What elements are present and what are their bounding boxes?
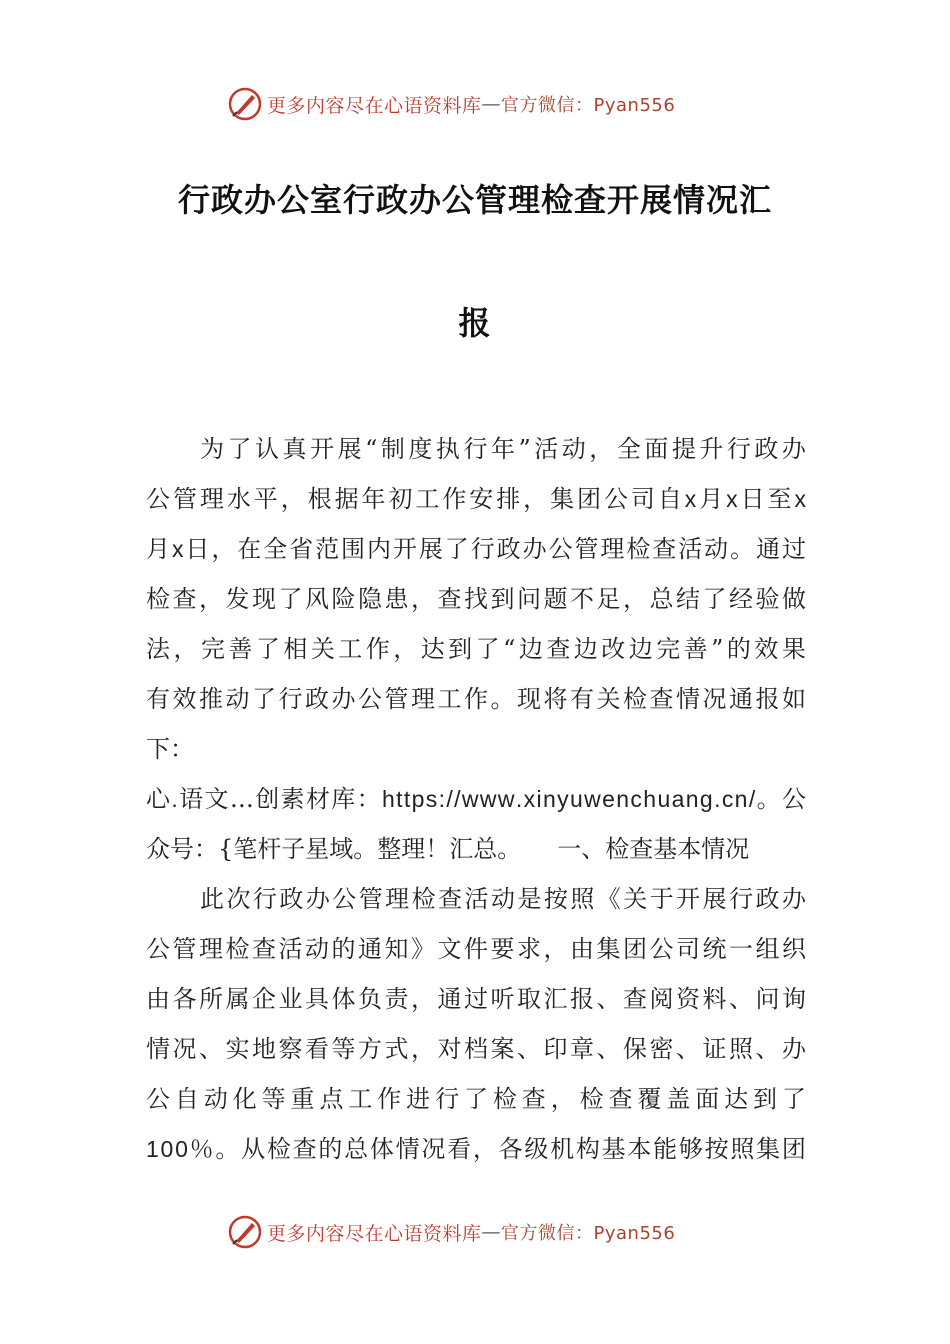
document-body: [146, 424, 806, 1174]
footer-banner: [0, 1210, 950, 1254]
text-line: [146, 824, 806, 874]
banner-text: 更多内容尽在心语资料库: [267, 94, 482, 117]
text-line: 1 0 0 ％ 。 从 检 查 的 总 体 情 况 看 ， 各 级 机 构 基 本 能 够 按 照 集 团: [146, 1135, 806, 1163]
text-line: 心 . 语 文 … 创 素 材 库 ： h t t p s : / / w w w . x i n y u w e n c h u a n g . c n / 。 公: [146, 785, 806, 813]
page-title-line1: 行政办公室行政办公管理检查开展情况汇: [177, 181, 772, 219]
text-line: 此 次 行 政 办 公 管 理 检 查 活 动 是 按 照 《 关 于 开 展 行 政 办: [200, 885, 806, 913]
page-title-line2: 报: [458, 304, 492, 342]
text-line: 情 况 、 实 地 察 看 等 方 式 ， 对 档 案 、 印 章 、 保 密 、 证 照 、 办: [146, 1035, 806, 1063]
pen-logo-icon: [227, 1214, 263, 1250]
text-line: 公 自 动 化 等 重 点 工 作 进 行 了 检 查 ， 检 查 覆 盖 面 达 到 了: [146, 1085, 806, 1113]
text-line: 检 查 ， 发 现 了 风 险 隐 患 ， 查 找 到 问 题 不 足 ， 总 结 了 经 验 做: [146, 585, 806, 613]
text-line: 公 管 理 水 平 ， 根 据 年 初 工 作 安 排 ， 集 团 公 司 自 x 月 x 日 至 x: [146, 485, 806, 513]
header-banner: [0, 82, 950, 126]
text-line: [146, 724, 806, 774]
text-line: 法 ， 完 善 了 相 关 工 作 ， 达 到 了 “ 边 查 边 改 边 完 善 ” 的 效 果: [146, 635, 806, 663]
pen-logo-icon: [227, 86, 263, 122]
text-line: 公 管 理 检 查 活 动 的 通 知 》 文 件 要 求 ， 由 集 团 公 司 统 一 组 织: [146, 935, 806, 963]
text-segment: 下：: [146, 735, 194, 763]
text-segment: 众号：{笔杆子星域。整理！汇总。 一、检查基本情况: [146, 835, 750, 863]
banner-wechat: 官方微信：Pyan556: [501, 1223, 676, 1244]
banner-wechat: 官方微信：Pyan556: [501, 95, 676, 116]
text-line: 由 各 所 属 企 业 具 体 负 责 ， 通 过 听 取 汇 报 、 查 阅 资 料 、 问 询: [146, 985, 806, 1013]
banner-separator: —: [481, 1221, 502, 1243]
banner-text: 更多内容尽在心语资料库: [267, 1222, 482, 1245]
text-line: 有 效 推 动 了 行 政 办 公 管 理 工 作 。 现 将 有 关 检 查 情 况 通 报 如: [146, 685, 806, 713]
banner-separator: —: [481, 93, 502, 115]
text-line: 月 x 日 ， 在 全 省 范 围 内 开 展 了 行 政 办 公 管 理 检 查 活 动 。 通 过: [146, 535, 806, 563]
text-line: 为 了 认 真 开 展 “ 制 度 执 行 年 ” 活 动 ， 全 面 提 升 行 政 办: [200, 435, 806, 463]
